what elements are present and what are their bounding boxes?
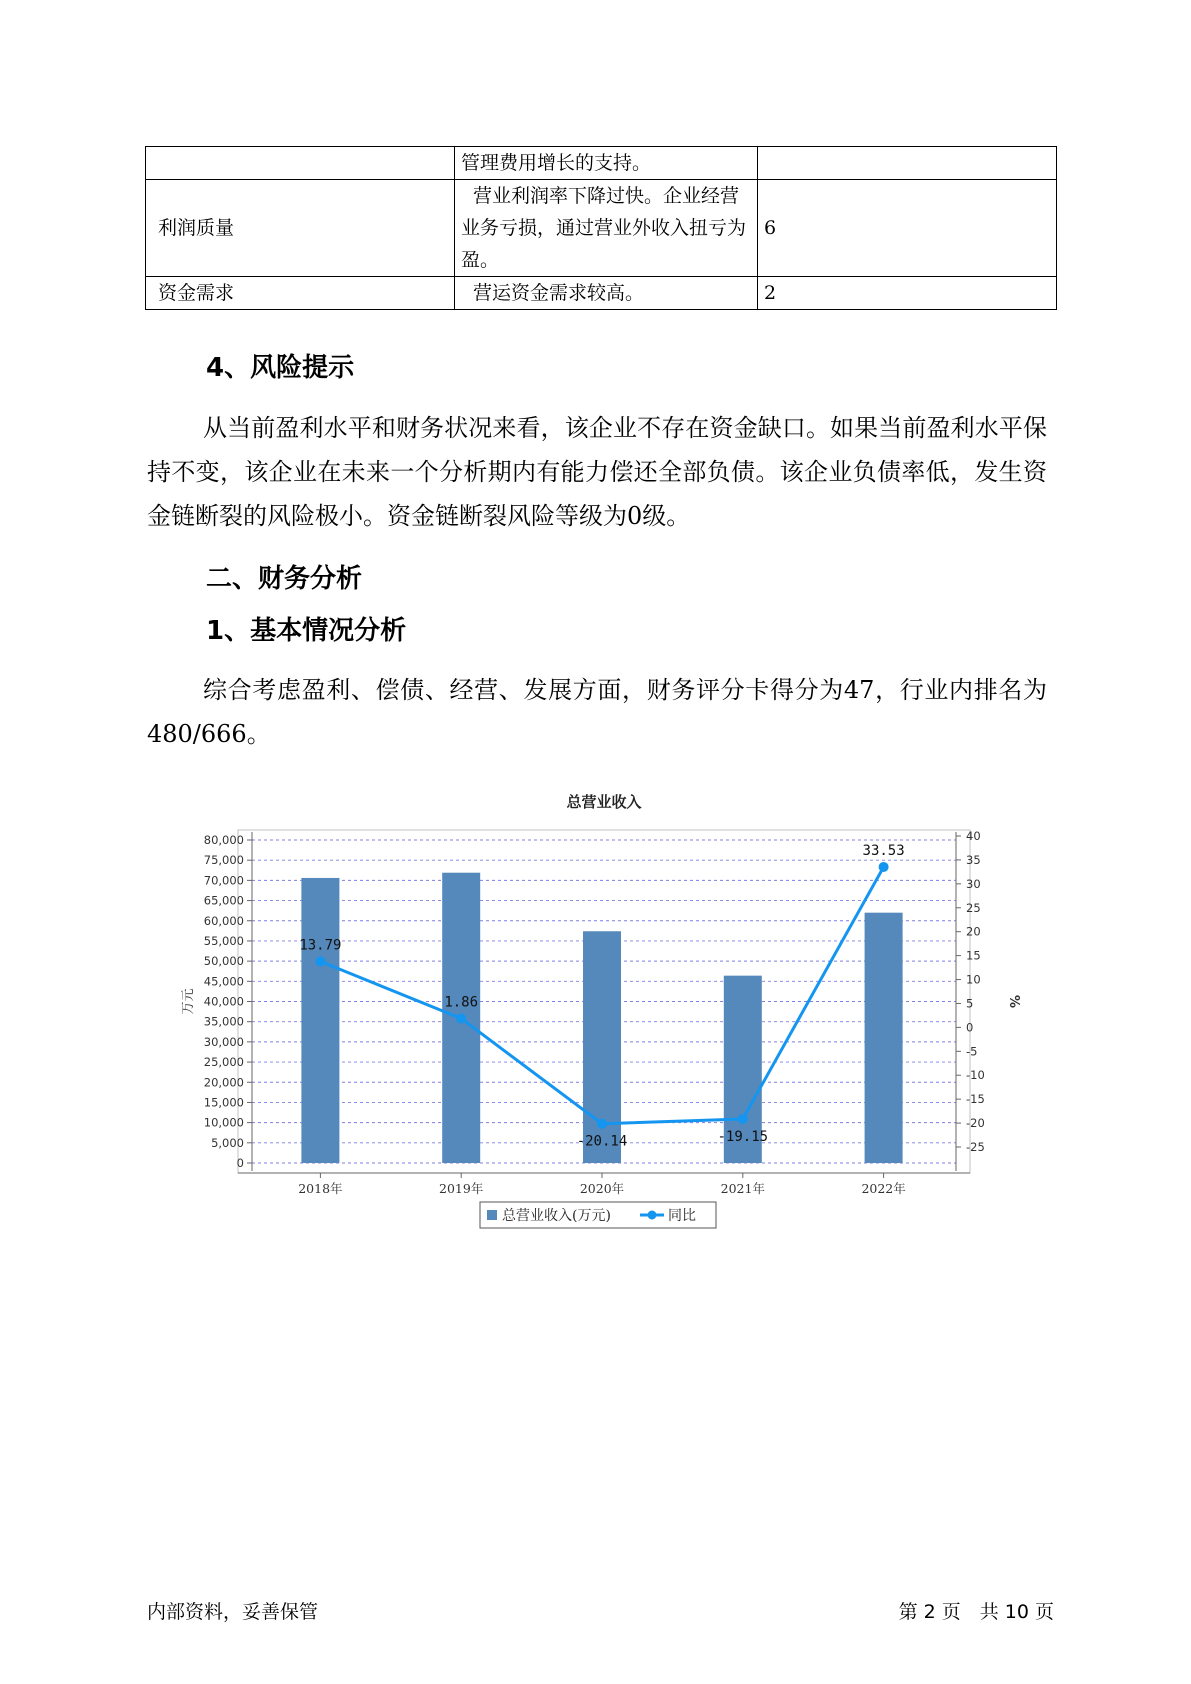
revenue-bar bbox=[299, 878, 342, 1163]
table-cell-score bbox=[758, 147, 1057, 180]
y2-tick-label: -20 bbox=[966, 1116, 985, 1131]
x-tick-label: 2019年 bbox=[439, 1181, 484, 1196]
yoy-point bbox=[879, 862, 889, 872]
y2-tick-label: -25 bbox=[966, 1140, 985, 1154]
legend-label-revenue: 总营业收入(万元) bbox=[502, 1208, 611, 1224]
desc-line: 管理费用增长的支持。 bbox=[461, 152, 652, 174]
x-tick-label: 2022年 bbox=[861, 1181, 906, 1196]
x-tick-label: 2020年 bbox=[579, 1181, 625, 1196]
basic-analysis-heading: 1、基本情况分析 bbox=[206, 616, 407, 646]
y-tick-label: 40,000 bbox=[203, 994, 244, 1009]
y2-tick-label: 5 bbox=[966, 996, 974, 1011]
yoy-data-label: 33.53 bbox=[862, 842, 905, 859]
footer-confidential: 内部资料，妥善保管 bbox=[147, 1601, 319, 1623]
y2-tick-label: -10 bbox=[966, 1068, 985, 1083]
table-cell-item bbox=[146, 147, 455, 180]
y2-tick-label: 15 bbox=[966, 948, 981, 963]
finance-heading: 二、财务分析 bbox=[206, 564, 363, 594]
y2-tick-label: 40 bbox=[966, 829, 981, 843]
y2-tick-label: -15 bbox=[966, 1092, 985, 1107]
yoy-point bbox=[738, 1114, 748, 1124]
x-tick-label: 2021年 bbox=[720, 1181, 765, 1196]
yoy-point bbox=[456, 1013, 466, 1023]
y-tick-label: 80,000 bbox=[203, 833, 244, 847]
y-tick-label: 35,000 bbox=[203, 1014, 244, 1029]
basic-analysis-paragraph: 综合考虑盈利、偿债、经营、发展方面，财务评分卡得分为47，行业内排名为480/666。 bbox=[147, 676, 1047, 748]
y-tick-label: 0 bbox=[236, 1156, 244, 1170]
y-tick-label: 75,000 bbox=[203, 853, 244, 868]
legend-line-marker bbox=[648, 1211, 657, 1220]
table-cell-desc bbox=[455, 277, 758, 310]
y2-tick-label: 35 bbox=[966, 852, 981, 867]
table-row bbox=[146, 180, 1057, 277]
y2-tick-label: -5 bbox=[966, 1044, 978, 1059]
y-tick-label: 55,000 bbox=[203, 933, 244, 948]
y-tick-label: 15,000 bbox=[203, 1095, 244, 1110]
desc-line: 业务亏损，通过营业外收入扭亏为 bbox=[461, 217, 747, 239]
desc-line: 营运资金需求较高。 bbox=[473, 282, 645, 304]
y-tick-label: 5,000 bbox=[211, 1135, 244, 1150]
risk-heading: 4、风险提示 bbox=[206, 353, 355, 383]
y-tick-label: 70,000 bbox=[203, 873, 244, 888]
evaluation-table bbox=[145, 146, 1057, 310]
table-cell-score: 6 bbox=[758, 180, 1057, 277]
desc-line: 营业利润率下降过快。企业经营 bbox=[473, 185, 740, 207]
y-tick-label: 25,000 bbox=[203, 1055, 244, 1070]
yoy-data-label: 13.79 bbox=[299, 937, 342, 954]
y-axis-title: 万元 bbox=[181, 988, 196, 1015]
table-cell-score: 2 bbox=[758, 277, 1057, 310]
y-tick-label: 20,000 bbox=[203, 1075, 244, 1090]
y2-tick-label: 25 bbox=[966, 900, 981, 915]
y-tick-label: 45,000 bbox=[203, 974, 244, 989]
y2-tick-label: 30 bbox=[966, 876, 981, 891]
table-cell-item: 资金需求 bbox=[146, 277, 455, 310]
x-tick-label: 2018年 bbox=[298, 1181, 343, 1196]
y-tick-label: 50,000 bbox=[203, 954, 244, 969]
y2-tick-label: 0 bbox=[966, 1020, 974, 1035]
table-row bbox=[146, 147, 1057, 180]
chart-title: 总营业收入 bbox=[566, 793, 642, 811]
y-tick-label: 65,000 bbox=[203, 893, 244, 908]
y-tick-label: 30,000 bbox=[203, 1034, 244, 1049]
table-cell-desc bbox=[455, 147, 758, 180]
footer-page-number: 第 2 页 共 10 页 bbox=[898, 1601, 1054, 1623]
yoy-point bbox=[315, 956, 325, 966]
yoy-data-label: 1.86 bbox=[444, 994, 479, 1011]
legend-label-yoy: 同比 bbox=[668, 1208, 696, 1224]
y-tick-label: 60,000 bbox=[203, 913, 244, 928]
y2-axis-title: % bbox=[1006, 994, 1021, 1009]
yoy-data-label: -19.15 bbox=[717, 1129, 769, 1146]
risk-paragraph: 从当前盈利水平和财务状况来看，该企业不存在资金缺口。如果当前盈利水平保持不变，该企业在未来一个分析期内有能力偿还全部负债。该企业负债率低，发生资金链断裂的风险极小。资金链断裂风险等级为0级。 bbox=[147, 414, 1047, 530]
legend-bar-swatch bbox=[487, 1210, 497, 1220]
table-cell-desc bbox=[455, 180, 758, 277]
desc-line: 盈。 bbox=[461, 249, 500, 271]
table-row bbox=[146, 277, 1057, 310]
y2-tick-label: 10 bbox=[966, 972, 981, 987]
table-cell-item: 利润质量 bbox=[146, 180, 455, 277]
yoy-point bbox=[597, 1119, 607, 1129]
y2-tick-label: 20 bbox=[966, 924, 981, 939]
yoy-data-label: -20.14 bbox=[576, 1133, 628, 1150]
revenue-chart bbox=[180, 778, 1030, 1238]
revenue-bar bbox=[865, 913, 903, 1163]
y-tick-label: 10,000 bbox=[203, 1115, 244, 1130]
